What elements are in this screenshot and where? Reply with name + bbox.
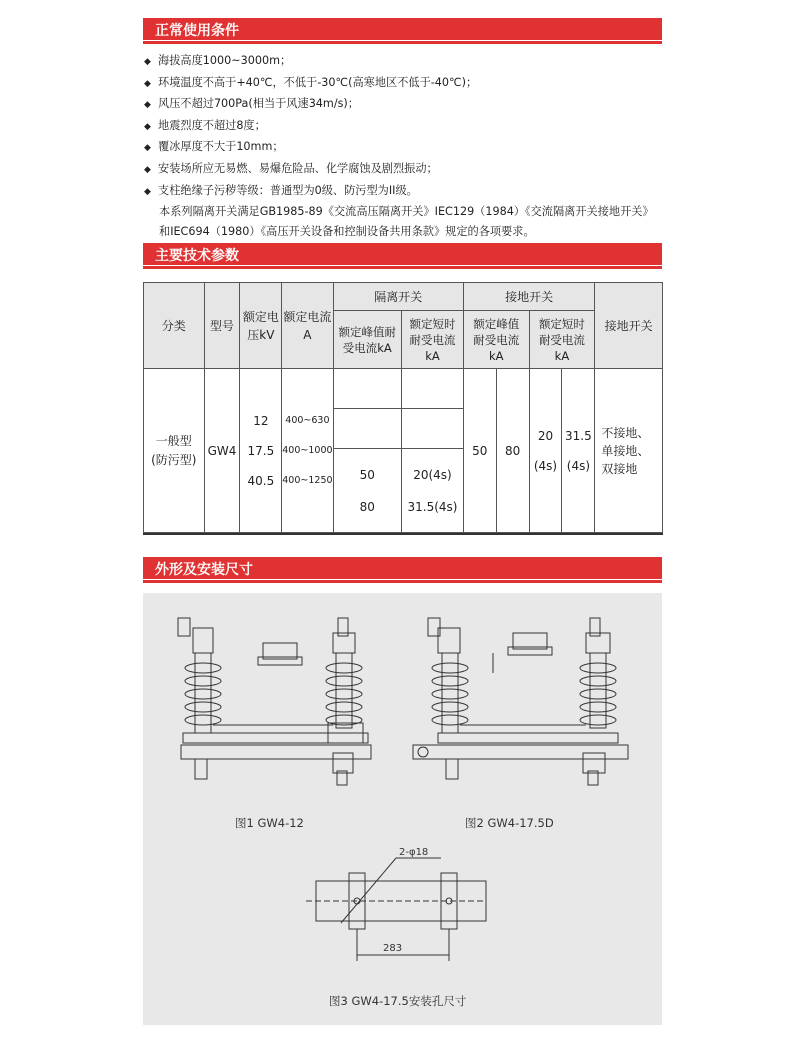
disconnector-drawing-2	[408, 613, 648, 803]
figure-panel	[143, 593, 662, 1025]
cell-es-short-b: 31.5 (4s)	[562, 369, 595, 533]
hole-label: 2-φ18	[399, 847, 429, 858]
header-earthing: 接地开关	[595, 283, 663, 369]
diamond-bullet-icon: ◆	[144, 121, 151, 132]
cell-voltages: 12 17.5 40.5	[240, 369, 282, 533]
cell-earthing: 不接地、 单接地、 双接地	[595, 369, 663, 533]
figure-caption: 图3 GW4-17.5安装孔尺寸	[329, 994, 467, 1008]
cell-model: GW4	[204, 369, 240, 533]
list-item: ◆ 覆冰厚度不大于10mm；	[144, 137, 664, 159]
header-es-peak: 额定峰值耐受电流kA	[463, 311, 529, 369]
section-title: 主要技术参数	[155, 248, 239, 264]
list-item: ◆ 海拔高度1000~3000m；	[144, 51, 664, 73]
cell-es-short-a: 20 (4s)	[529, 369, 562, 533]
table-row	[144, 369, 663, 409]
cell-es-peak-a: 50	[463, 369, 496, 533]
diamond-bullet-icon: ◆	[144, 78, 151, 89]
cell-empty	[402, 369, 464, 409]
section-title: 正常使用条件	[155, 23, 239, 39]
diamond-bullet-icon: ◆	[144, 57, 151, 67]
figure-caption: 图1 GW4-12	[235, 816, 304, 830]
section-header-params	[143, 243, 662, 269]
diamond-bullet-icon: ◆	[144, 164, 151, 175]
cell-iso-short: 20(4s) 31.5(4s)	[402, 449, 464, 533]
header-category: 分类	[144, 283, 205, 369]
section-header-conditions	[143, 18, 662, 44]
header-earth-switch: 接地开关	[463, 283, 594, 311]
header-voltage: 额定电压kV	[240, 283, 282, 369]
list-item: ◆ 风压不超过700Pa(相当于风速34m/s)；	[144, 94, 664, 116]
cell-iso-peak: 50 80	[333, 449, 401, 533]
diamond-bullet-icon: ◆	[144, 143, 151, 154]
table-bottom-rule	[143, 533, 663, 535]
spacing-label: 283	[383, 943, 403, 954]
standards-note: 本系列隔离开关满足GB1985-89《交流高压隔离开关》IEC129（1984）《交流隔离开关接地开关》和IEC694（1980）《高压开关设备和控制设备共用条款》规定的各项要求。	[159, 205, 654, 238]
list-item: ◆ 环境温度不高于+40℃，不低于-30℃(高寒地区不低于-40℃)；	[144, 73, 664, 95]
header-current: 额定电流A	[282, 283, 333, 369]
cell-currents: 400~630 400~1000 400~1250	[282, 369, 333, 533]
section-title: 外形及安装尺寸	[155, 562, 253, 578]
figure-caption: 图2 GW4-17.5D	[465, 816, 554, 830]
header-es-short: 额定短时耐受电流kA	[529, 311, 595, 369]
cell-empty	[402, 409, 464, 449]
list-item: ◆ 支柱绝缘子污秽等级：普通型为0级、防污型为II级。	[144, 181, 664, 203]
cell-empty	[333, 409, 401, 449]
spec-table	[143, 282, 663, 533]
cell-category: 一般型 (防污型)	[144, 369, 205, 533]
diamond-bullet-icon: ◆	[144, 186, 151, 197]
cell-empty	[333, 369, 401, 409]
header-iso-peak: 额定峰值耐受电流kA	[333, 311, 401, 369]
cell-es-peak-b: 80	[496, 369, 529, 533]
header-isolator: 隔离开关	[333, 283, 463, 311]
header-model: 型号	[204, 283, 240, 369]
section-header-dims	[143, 557, 662, 583]
header-iso-short: 额定短时耐受电流kA	[402, 311, 464, 369]
list-item: ◆ 地震烈度不超过8度；	[144, 116, 664, 138]
disconnector-drawing-1	[163, 613, 388, 803]
list-item: ◆ 安装场所应无易燃、易爆危险品、化学腐蚀及剧烈振动；	[144, 159, 664, 181]
conditions-list	[144, 51, 664, 241]
diamond-bullet-icon: ◆	[144, 100, 151, 111]
